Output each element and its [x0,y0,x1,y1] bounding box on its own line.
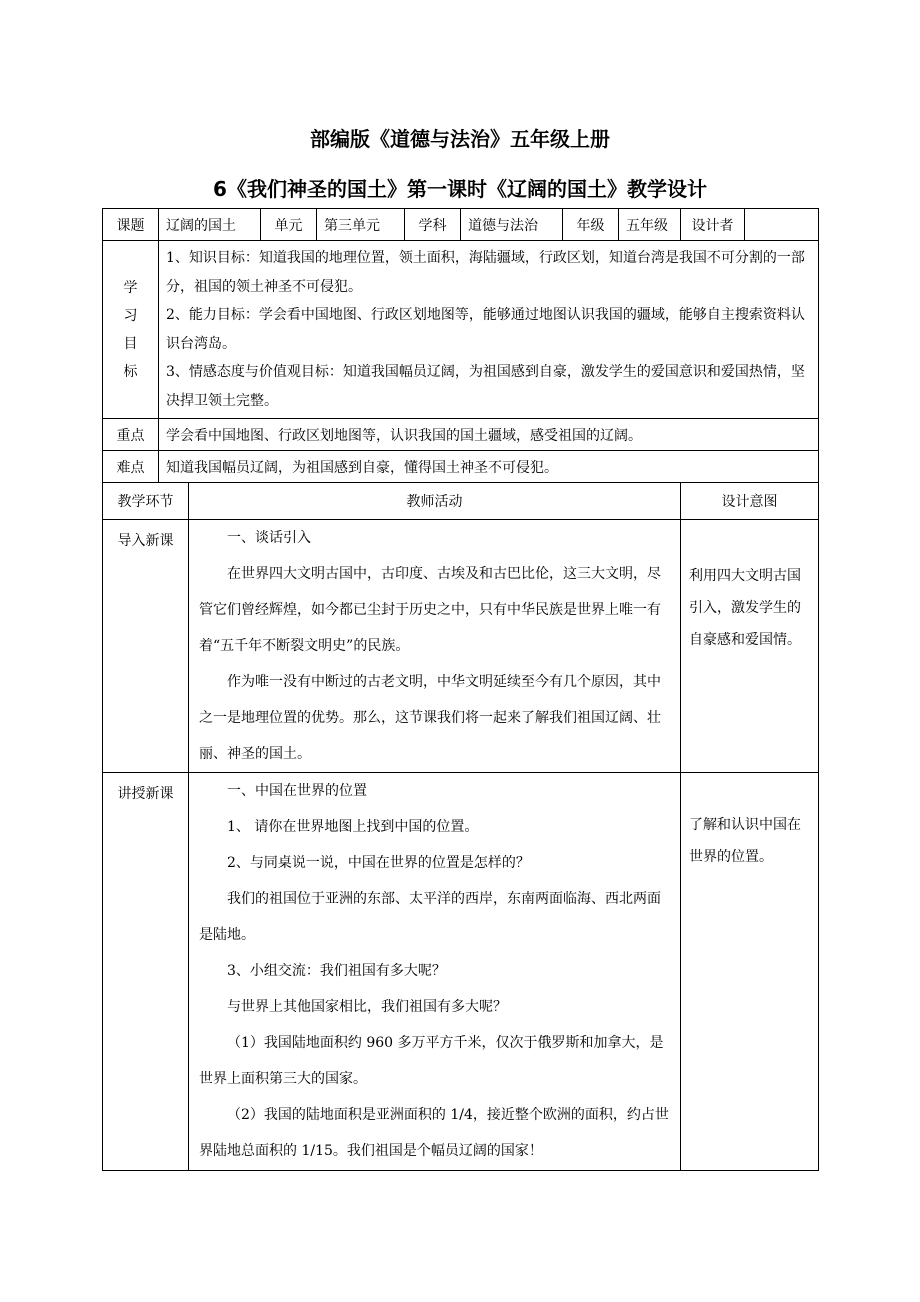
topic-label: 课题 [103,209,159,241]
difficulty-label: 难点 [103,451,159,483]
paragraph: 在世界四大文明古国中，古印度、古埃及和古巴比伦，这三大文明，尽管它们曾经辉煌，如今都已尘封于历史之中，只有中华民族是世界上唯一有着“五千年不断裂文明史”的民族。 [199,566,661,654]
activity-teaching [189,773,681,1171]
activity-header: 教师活动 [189,483,681,520]
paragraph: 1、 请你在世界地图上找到中国的位置。 [227,819,479,835]
key-point-text: 学会看中国地图、行政区划地图等，认识我国的国土疆域，感受祖国的辽阔。 [159,419,819,451]
unit-label: 单元 [261,209,317,241]
paragraph: 2、与同桌说一说，中国在世界的位置是怎样的？ [227,855,530,871]
activity-intro [189,520,681,773]
designer-label: 设计者 [681,209,745,241]
goal-item: 3、情感态度与价值观目标：知道我国幅员辽阔，为祖国感到自豪，激发学生的爱国意识和爱国热情，坚决捍卫领土完整。 [166,364,805,409]
paragraph: （2）我国的陆地面积是亚洲面积的 1/4，接近整个欧洲的面积，约占世界陆地总面积的 1/15。我们祖国是个幅员辽阔的国家！ [199,1107,669,1159]
subject-value: 道德与法治 [461,209,563,241]
goals-content [159,241,819,419]
stage-intro: 导入新课 [103,520,189,773]
paragraph: 一、谈话引入 [227,530,311,546]
paragraph: 我们的祖国位于亚洲的东部、太平洋的西岸，东南两面临海、西北两面是陆地。 [199,891,661,943]
stage-teaching: 讲授新课 [103,773,189,1171]
key-point-label: 重点 [103,419,159,451]
paragraph: 一、中国在世界的位置 [227,783,367,799]
subject-label: 学科 [405,209,461,241]
paragraph: 作为唯一没有中断过的古老文明，中华文明延续至今有几个原因，其中之一是地理位置的优势。那么，这节课我们将一起来了解我们祖国辽阔、壮丽、神圣的国土。 [199,674,661,762]
stage-header: 教学环节 [103,483,189,520]
goal-item: 1、知识目标：知道我国的地理位置，领土面积，海陆疆域，行政区划，知道台湾是我国不可分割的一部分，祖国的领土神圣不可侵犯。 [166,250,805,295]
goals-label: 学习目标 [103,241,159,419]
process-table [102,482,819,1171]
paragraph: 与世界上其他国家相比，我们祖国有多大呢？ [227,999,507,1015]
info-table [102,208,819,483]
document-title: 部编版《道德与法治》五年级上册 [310,127,610,151]
unit-value: 第三单元 [317,209,405,241]
grade-label: 年级 [563,209,619,241]
designer-value [745,209,819,241]
document-subtitle: 6《我们神圣的国土》第一课时《辽阔的国土》教学设计 [213,177,707,201]
topic-value: 辽阔的国土 [159,209,261,241]
goal-item: 2、能力目标：学会看中国地图、行政区划地图等，能够通过地图认识我国的疆域，能够自主搜索资料认识台湾岛。 [166,307,805,352]
intent-header: 设计意图 [681,483,819,520]
intent-teaching: 了解和认识中国在世界的位置。 [681,773,819,1171]
intent-intro: 利用四大文明古国引入，激发学生的自豪感和爱国情。 [681,520,819,773]
difficulty-text: 知道我国幅员辽阔，为祖国感到自豪，懂得国土神圣不可侵犯。 [159,451,819,483]
paragraph: 3、小组交流：我们祖国有多大呢？ [227,963,446,979]
paragraph: （1）我国陆地面积约 960 多万平方千米，仅次于俄罗斯和加拿大，是世界上面积第三大的国家。 [199,1035,664,1087]
grade-value: 五年级 [619,209,681,241]
